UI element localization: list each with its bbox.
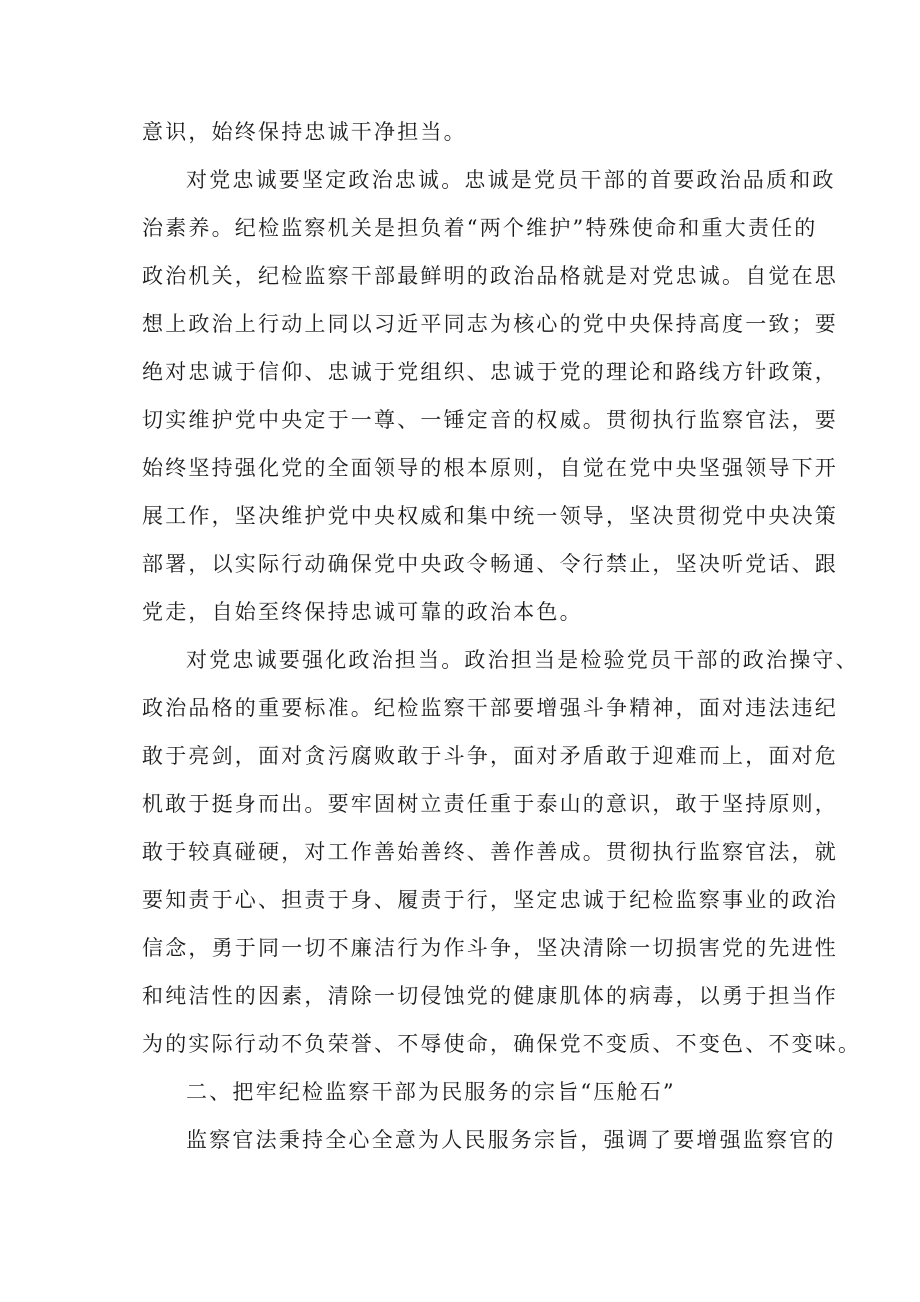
text-line-4: 政治机关，纪检监察干部最鲜明的政治品格就是对党忠诚。自觉在思 (142, 264, 838, 288)
text-line-6: 绝对忠诚于信仰、忠诚于党组织、忠诚于党的理论和路线方针政策， (142, 360, 838, 384)
section-heading: 二、把牢纪检监察干部为民服务的宗旨“压舱石” (186, 1080, 676, 1104)
text-line-9: 展工作，坚决维护党中央权威和集中统一领导，坚决贯彻党中央决策 (142, 504, 838, 528)
text-line-15: 机敢于挺身而出。要牢固树立责任重于泰山的意识，敢于坚持原则， (142, 792, 838, 816)
text-line-20: 为的实际行动不负荣誉、不辱使命，确保党不变质、不变色、不变味。 (142, 1032, 862, 1056)
text-line-12: 对党忠诚要强化政治担当。政治担当是检验党员干部的政治操守、 (186, 648, 859, 672)
text-line-8: 始终坚持强化党的全面领导的根本原则，自觉在党中央坚强领导下开 (142, 456, 838, 480)
text-line-3: 治素养。纪检监察机关是担负着“两个维护”特殊使命和重大责任的 (142, 216, 818, 240)
text-line-11: 党走，自始至终保持忠诚可靠的政治本色。 (142, 600, 583, 624)
text-line-17: 要知责于心、担责于身、履责于行，坚定忠诚于纪检监察事业的政治 (142, 888, 838, 912)
text-line-7: 切实维护党中央定于一尊、一锤定音的权威。贯彻执行监察官法，要 (142, 408, 838, 432)
text-line-5: 想上政治上行动上同以习近平同志为核心的党中央保持高度一致；要 (142, 312, 838, 336)
text-line-16: 敢于较真碰硬，对工作善始善终、善作善成。贯彻执行监察官法，就 (142, 840, 838, 864)
text-line-19: 和纯洁性的因素，清除一切侵蚀党的健康肌体的病毒，以勇于担当作 (142, 984, 838, 1008)
text-line-10: 部署，以实际行动确保党中央政令畅通、令行禁止，坚决听党话、跟 (142, 552, 838, 576)
text-line-22: 监察官法秉持全心全意为人民服务宗旨，强调了要增强监察官的 (186, 1128, 836, 1152)
text-line-18: 信念，勇于同一切不廉洁行为作斗争，坚决清除一切损害党的先进性 (142, 936, 838, 960)
text-line-1: 意识，始终保持忠诚干净担当。 (142, 120, 467, 144)
text-line-13: 政治品格的重要标准。纪检监察干部要增强斗争精神，面对违法违纪 (142, 696, 838, 720)
text-line-14: 敢于亮剑，面对贪污腐败敢于斗争，面对矛盾敢于迎难而上，面对危 (142, 744, 838, 768)
text-line-2: 对党忠诚要坚定政治忠诚。忠诚是党员干部的首要政治品质和政 (186, 168, 836, 192)
